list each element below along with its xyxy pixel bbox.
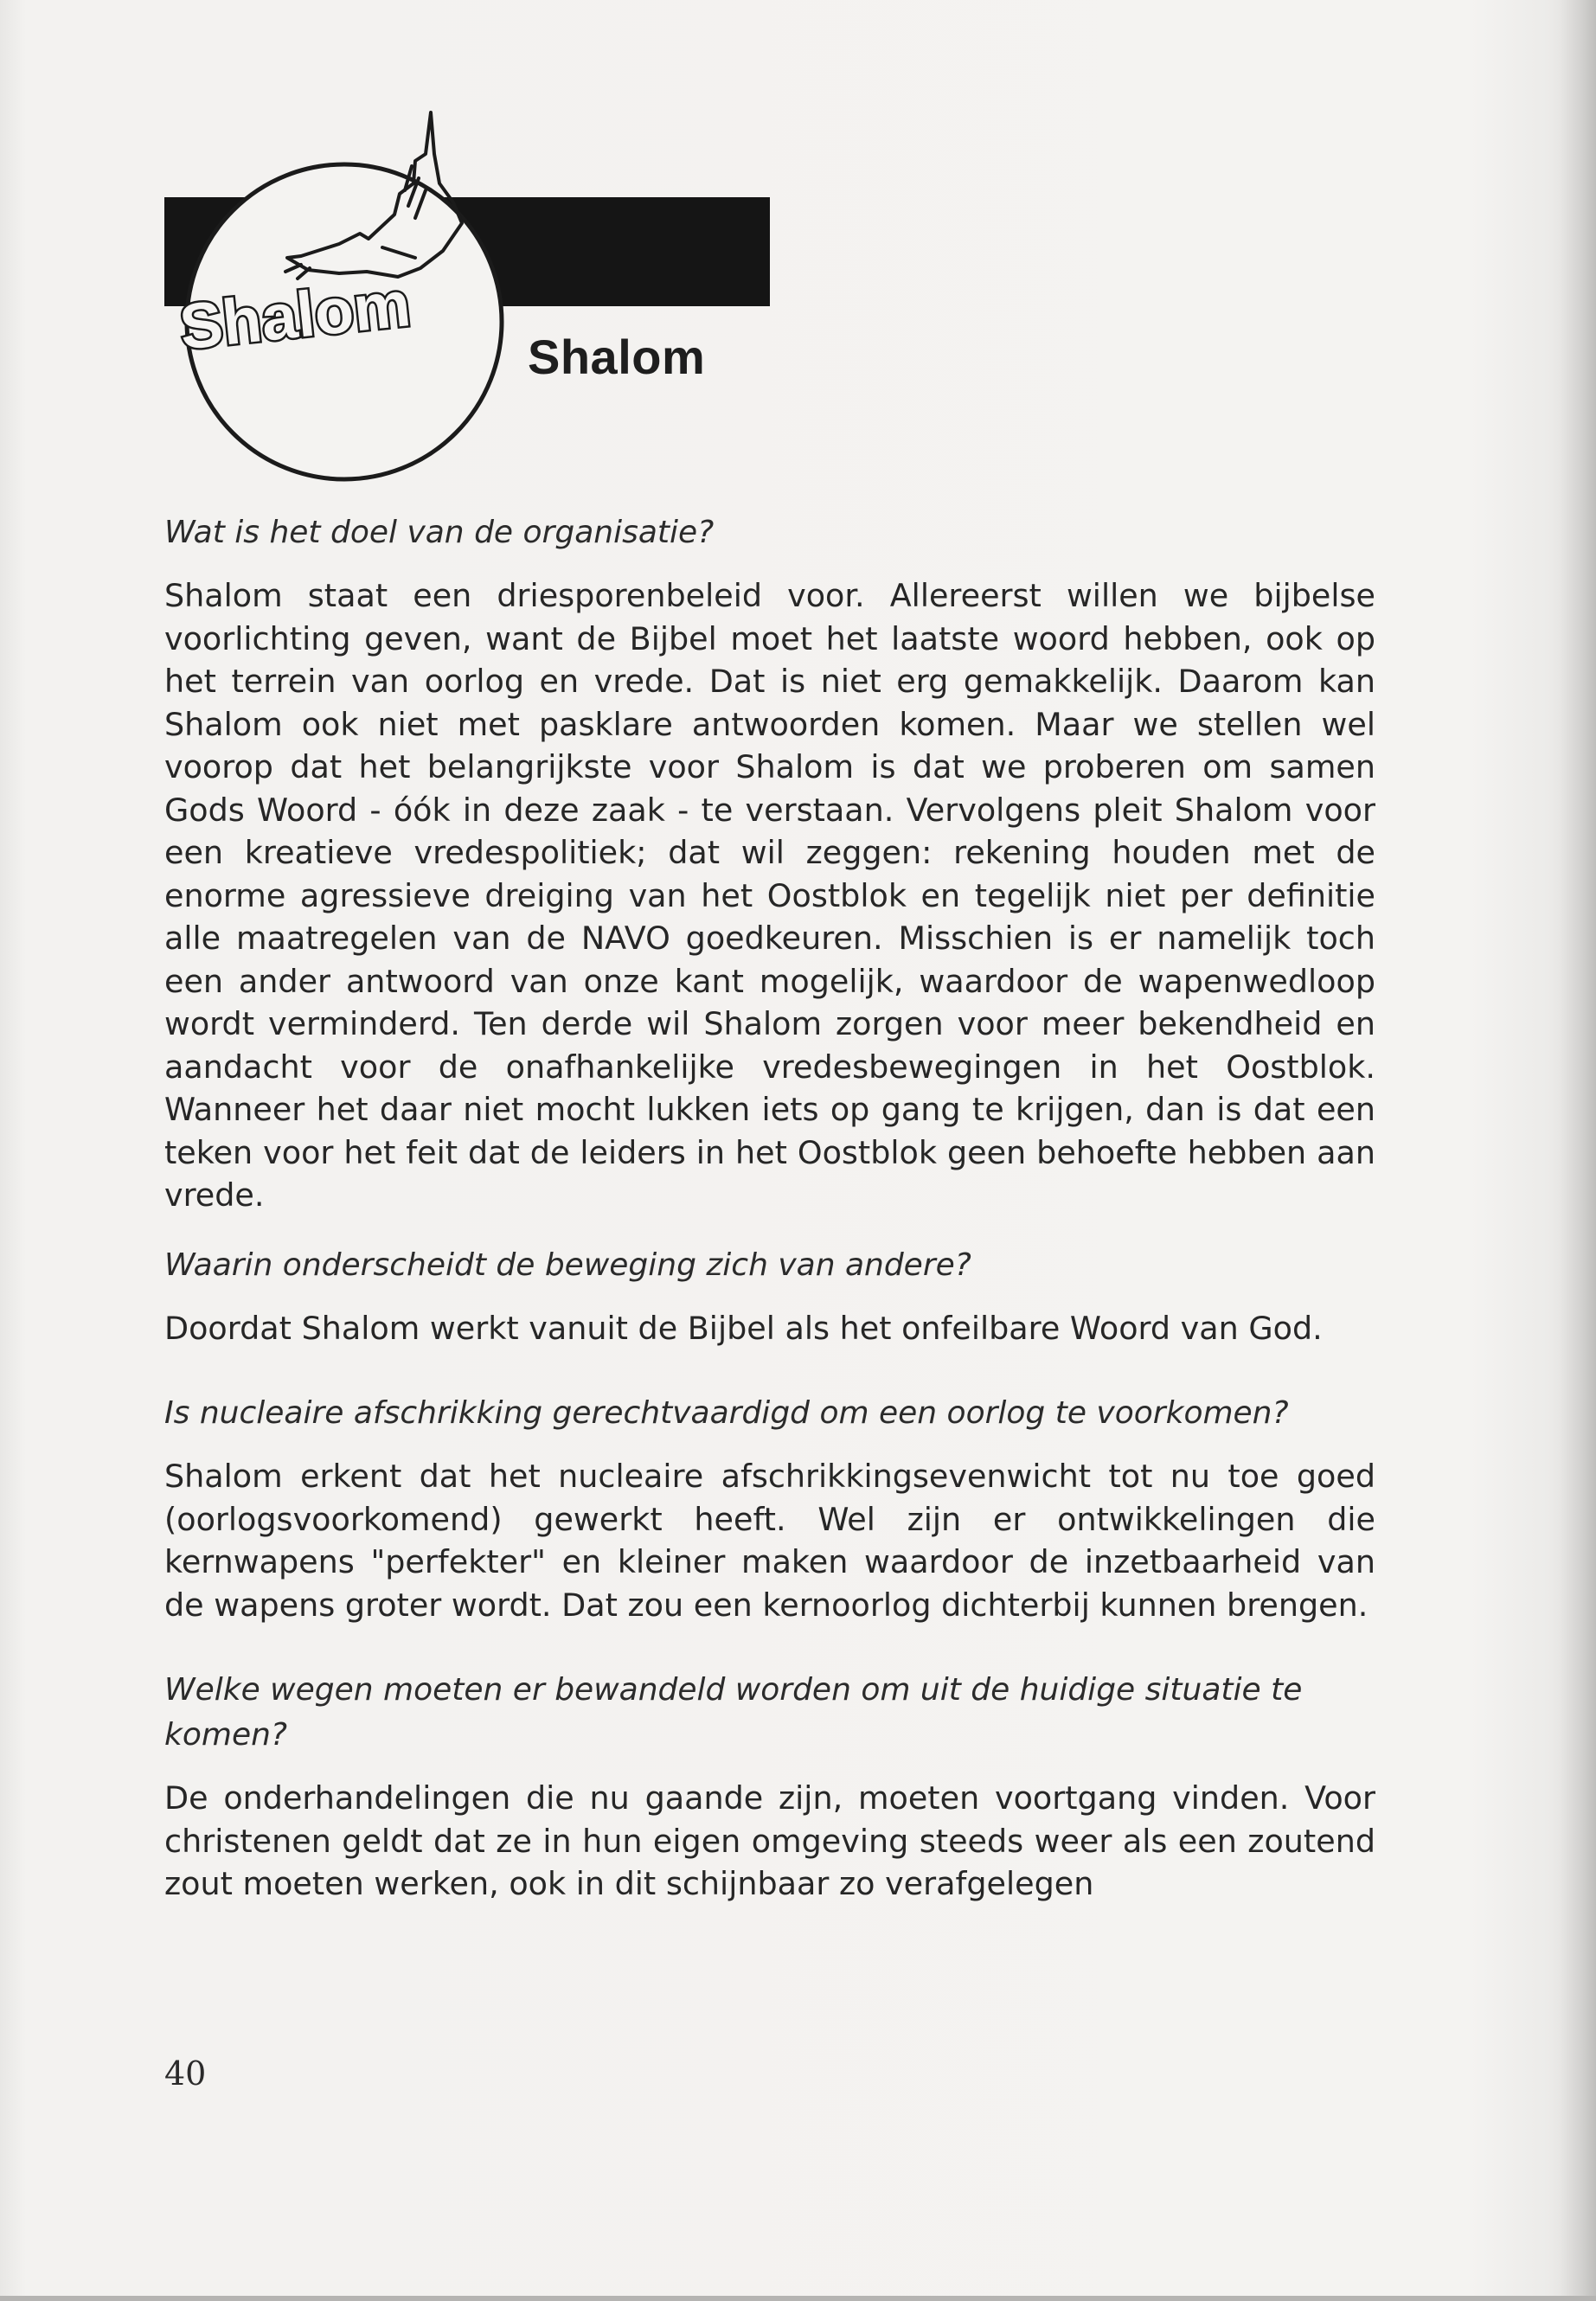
question-2: Waarin onderscheidt de beweging zich van andere? <box>164 1247 971 1283</box>
logo-lettering: Shalom <box>176 267 414 363</box>
question-4: Welke wegen moeten er bewandeld worden om uit de huidige situatie te komen? <box>164 1672 1303 1753</box>
page-gutter-shadow <box>1560 0 1596 2301</box>
answer-1: Shalom staat een driesporenbeleid voor. Allereerst willen we bijbelse voorlichting geven, want de Bijbel moet het laatste woord hebben, ook op het terrein van oorlog en vrede. Dat is niet erg gemakkelijk. Daarom kan Shalom ook niet met pasklare antwoorden komen. Maar we stellen wel voorop dat het belangrijkste voor Shalom is dat we proberen om samen Gods Woord - óók in deze zaak - te verstaan. Vervolgens pleit Shalom voor een kreatieve vredespolitiek; dat wil zeggen: rekening houden met de enorme agressieve dreiging van het Oostblok en tegelijk niet per definitie alle maatregelen van de NAVO goedkeuren. Misschien is er namelijk toch een ander antwoord van onze kant mogelijk, waardoor de wapenwedloop wordt verminderd. Ten derde wil Shalom zorgen voor meer bekendheid en aandacht voor de onafhankelijke vredesbewegingen in het Oostblok. Wanneer het daar niet mocht lukken iets op gang te krijgen, dan is dat een teken voor het feit dat de leiders in het Oostblok geen behoefte hebben aan vrede. <box>164 577 1375 1214</box>
shalom-logo <box>156 104 779 484</box>
interview-content <box>164 510 1375 1906</box>
answer-4: De onderhandelingen die nu gaande zijn, moeten voortgang vinden. Voor christenen geldt dat ze in hun eigen omgeving steeds weer als een zoutend zout moeten werken, ook in dit schijnbaar zo verafgelegen <box>164 1779 1375 1902</box>
page-title: Shalom <box>528 330 706 384</box>
question-1: Wat is het doel van de organisatie? <box>164 515 715 550</box>
page-bottom-edge <box>0 2296 1596 2301</box>
question-3: Is nucleaire afschrikking gerechtvaardigd om een oorlog te voorkomen? <box>164 1395 1289 1431</box>
answer-3: Shalom erkent dat het nucleaire afschrikkingsevenwicht tot nu toe goed (oorlogsvoorkomend) gewerkt heeft. Wel zijn er ontwikkelingen die kernwapens "perfekter" en kleiner maken waardoor de inzetbaarheid van de wapens groter wordt. Dat zou een kernoorlog dichterbij kunnen brengen. <box>164 1458 1375 1624</box>
page-number: 40 <box>164 2054 207 2093</box>
answer-2: Doordat Shalom werkt vanuit de Bijbel als het onfeilbare Woord van God. <box>164 1309 1323 1347</box>
